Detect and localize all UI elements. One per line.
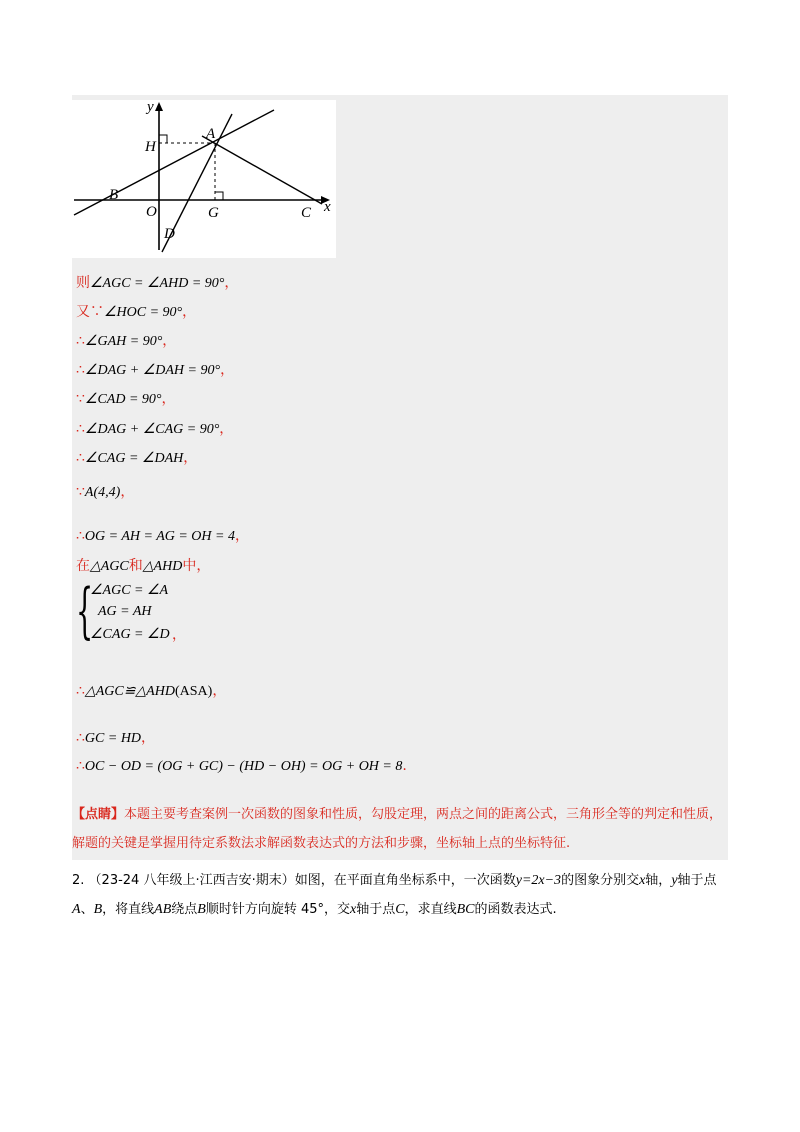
- label-h: H: [145, 139, 156, 155]
- equation-system: [76, 576, 196, 650]
- tip-paragraph: [72, 800, 732, 858]
- step-1: 则∠AGC = ∠AHD = 90°，: [76, 275, 239, 291]
- final-line: ∴OC − OD = (OG + GC) − (HD − OH) = OG + OH = 8.: [76, 758, 407, 774]
- step-8: ∵A(4,4)，: [76, 484, 135, 500]
- y-axis-arrow: [155, 102, 163, 111]
- triangles-line: 在△AGC和△AHD中，: [76, 558, 211, 574]
- left-brace: {: [76, 576, 94, 646]
- step-7: ∴∠CAG = ∠DAH，: [76, 450, 198, 466]
- step-6: ∴∠DAG + ∠CAG = 90°，: [76, 421, 234, 437]
- label-x: x: [324, 199, 331, 215]
- congruent-line: ∴△AGC≌△AHD(ASA)，: [76, 683, 227, 699]
- step-4: ∴∠DAG + ∠DAH = 90°，: [76, 362, 235, 378]
- coordinate-figure: [72, 100, 336, 258]
- step-9: ∴OG = AH = AG = OH = 4，: [76, 528, 249, 544]
- system-row-1: ∠AGC = ∠A: [90, 583, 169, 598]
- right-angle-g: [215, 192, 223, 200]
- label-b: B: [109, 187, 119, 203]
- label-d: D: [164, 226, 175, 242]
- label-y: y: [147, 100, 154, 115]
- tip-text: 本题主要考查案例一次函数的图象和性质，勾股定理，两点之间的距离公式，三角形全等的判定和性质，解题的关键是掌握用待定系数法求解函数表达式的方法和步骤，坐标轴上点的坐标特征.: [72, 807, 723, 851]
- label-g: G: [208, 205, 219, 221]
- step-2: 又∵∠HOC = 90°，: [76, 304, 197, 320]
- system-suffix: ，: [172, 627, 186, 643]
- tip-tag: 【点睛】: [72, 807, 125, 822]
- system-row-3: ∠CAG = ∠D: [90, 627, 170, 642]
- step-5: ∵∠CAD = 90°，: [76, 391, 176, 407]
- line-ac: [202, 136, 322, 204]
- label-a: A: [206, 126, 216, 142]
- problem-number: 2.: [72, 873, 85, 888]
- problem-2: 2. （23-24 八年级上·江西吉安·期末）如图，在平面直角坐标系中，一次函数y=2x−3的图象分别交x轴，y轴于点A、B，将直线AB绕点B顺时针方向旋转 45°，交x轴于点C，求直线BC的函数表达式.: [72, 873, 717, 917]
- right-angle-h: [159, 135, 167, 143]
- figure-svg: [72, 100, 336, 258]
- system-row-2: AG = AH: [98, 604, 152, 619]
- label-c: C: [301, 205, 312, 221]
- gc-hd-line: ∴GC = HD，: [76, 730, 156, 746]
- label-o: O: [146, 204, 157, 220]
- step-3: ∴∠GAH = 90°，: [76, 333, 177, 349]
